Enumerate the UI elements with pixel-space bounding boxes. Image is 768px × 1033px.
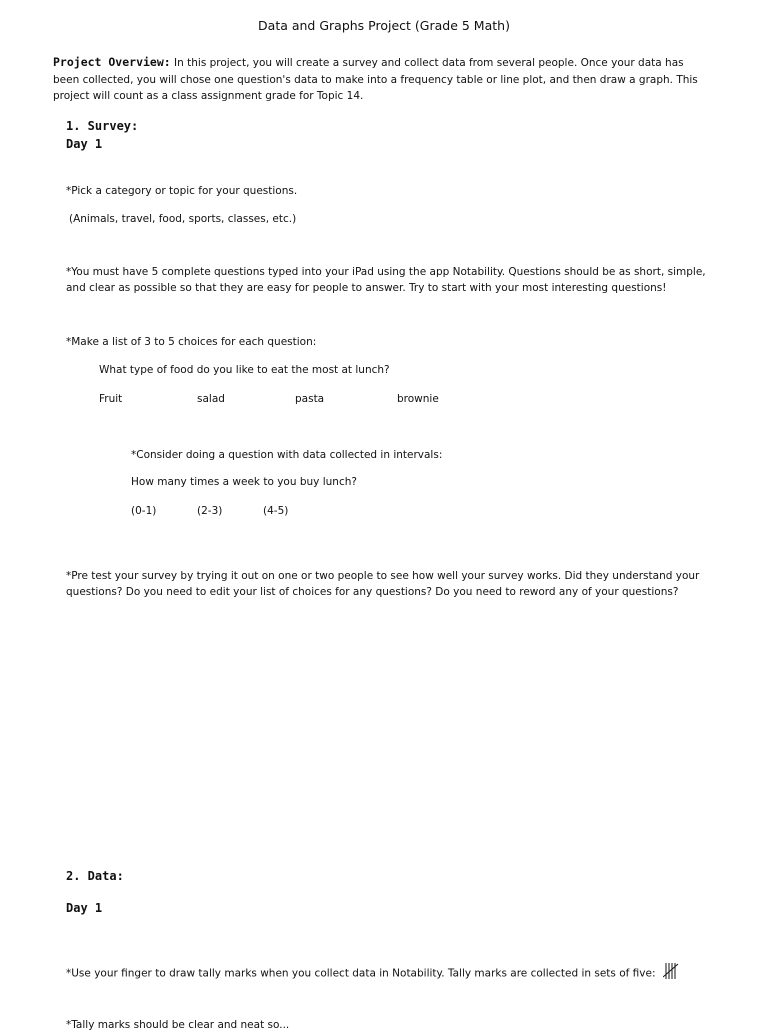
interval-choice: (0-1) <box>131 505 157 517</box>
overview-label: Project Overview: <box>53 55 171 69</box>
data-day-label: Day 1 <box>66 901 103 915</box>
page-title: Data and Graphs Project (Grade 5 Math) <box>258 18 510 33</box>
topic-examples: (Animals, travel, food, sports, classes, etc.) <box>69 213 297 225</box>
tally-instruction-line <box>66 962 679 985</box>
example-choice: brownie <box>397 393 439 405</box>
overview-text: In this project, you will create a survey and collect data from several people. Once your data has been collected, you will chose one question's data to make into a frequency table or line plot, and then draw a graph. This project will count as a class assignment grade for Topic 14. <box>53 57 698 102</box>
tally-five-icon <box>663 962 679 985</box>
project-overview <box>53 54 713 105</box>
tally-instruction: *Use your finger to draw tally marks when you collect data in Notability. Tally marks are collected in sets of five: <box>66 967 656 980</box>
section-data-heading: 2. Data: <box>66 869 124 883</box>
interval-choice: (2-3) <box>197 505 223 517</box>
choices-instruction: *Make a list of 3 to 5 choices for each question: <box>66 336 317 348</box>
interval-question: How many times a week to you buy lunch? <box>131 476 357 488</box>
example-choice: salad <box>197 393 225 405</box>
example-question: What type of food do you like to eat the most at lunch? <box>99 364 390 376</box>
five-questions-instruction: *You must have 5 complete questions typed into your iPad using the app Notability. Questions should be as short, simple, and clear as possible so that they are easy for people to answer. Try to start with your most interesting questions! <box>66 266 706 294</box>
tally-neatness-line: *Tally marks should be clear and neat so... <box>66 1019 290 1031</box>
pick-topic-instruction: *Pick a category or topic for your questions. <box>66 185 298 197</box>
section-survey-heading: 1. Survey: <box>66 119 139 133</box>
survey-day-label: Day 1 <box>66 137 103 151</box>
interval-instruction: *Consider doing a question with data collected in intervals: <box>131 449 443 461</box>
pretest-instruction: *Pre test your survey by trying it out on one or two people to see how well your survey works. Did they understand your questions? Do you need to edit your list of choices for any questions? Do you need to reword any of your questions? <box>66 570 700 598</box>
example-choice: pasta <box>295 393 325 405</box>
example-choice: Fruit <box>99 393 123 405</box>
interval-choice: (4-5) <box>263 505 289 517</box>
